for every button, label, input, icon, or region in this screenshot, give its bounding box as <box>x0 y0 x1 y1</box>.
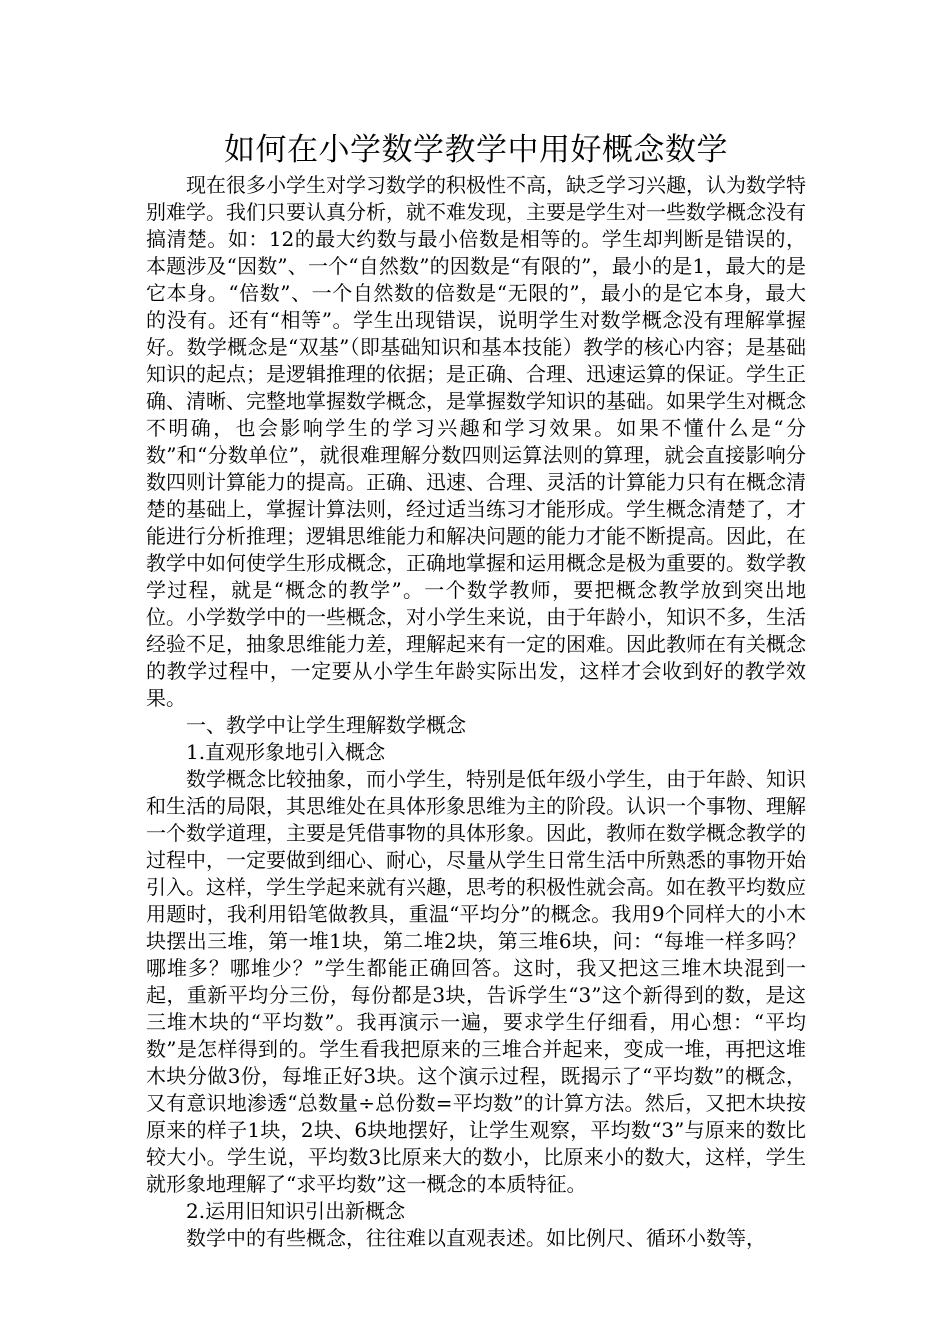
document-title: 如何在小学数学教学中用好概念数学 <box>224 132 728 168</box>
intro-paragraph: 现在很多小学生对学习数学的积极性不高，缺乏学习兴趣，认为数学特别难学。我们只要认真分析，就不难发现，主要是学生对一些数学概念没有搞清楚。如：12的最大约数与最小倍数是相等的。学生却判断是错误的，本题涉及“因数”、一个“自然数”的因数是“有限的”，最小的是1，最大的是它本身。“倍数”、一个自然数的倍数是“无限的”，最小的是它本身，最大的没有。还有“相等”。学生出现错误，说明学生对数学概念没有理解掌握好。数学概念是“双基”（即基础知识和基本技能）教学的核心内容；是基础知识的起点；是逻辑推理的依据；是正确、合理、迅速运算的保证。学生正确、清晰、完整地掌握数学概念，是掌握数学知识的基础。如果学生对概念不明确，也会影响学生的学习兴趣和学习效果。如果不懂什么是“分数”和“分数单位”，就很难理解分数四则运算法则的算理，就会直接影响分数四则计算能力的提高。正确、迅速、合理、灵活的计算能力只有在概念清楚的基础上，掌握计算法则，经过适当练习才能形成。学生概念清楚了，才能进行分析推理；逻辑思维能力和解决问题的能力才能不断提高。因此，在教学中如何使学生形成概念，正确地掌握和运用概念是极为重要的。数学教学过程，就是“概念的教学”。一个数学教师，要把概念教学放到突出地位。小学数学中的一些概念，对小学生来说，由于年龄小，知识不多，生活经验不足，抽象思维能力差，理解起来有一定的困难。因此教师在有关概念的教学过程中，一定要从小学生年龄实际出发，这样才会收到好的教学效果。 <box>146 173 806 710</box>
body-paragraph-2: 数学中的有些概念，往往难以直观表述。如比例尺、循环小数等， <box>186 1226 766 1250</box>
document-body <box>146 128 806 1252</box>
section-heading-1: 一、教学中让学生理解数学概念 <box>186 713 466 737</box>
subsection-heading-2: 2.运用旧知识引出新概念 <box>186 1199 406 1223</box>
body-paragraph-1: 数学概念比较抽象，而小学生，特别是低年级小学生，由于年龄、知识和生活的局限，其思维处在具体形象思维为主的阶段。认识一个事物、理解一个数学道理，主要是凭借事物的具体形象。因此，教师在数学概念教学的过程中，一定要做到细心、耐心，尽量从学生日常生活中所熟悉的事物开始引入。这样，学生学起来就有兴趣，思考的积极性就会高。如在教平均数应用题时，我利用铅笔做教具，重温“平均分”的概念。我用9个同样大的小木块摆出三堆，第一堆1块，第二堆2块，第三堆6块，问：“每堆一样多吗？哪堆多？哪堆少？”学生都能正确回答。这时，我又把这三堆木块混到一起，重新平均分三份，每份都是3块，告诉学生“3”这个新得到的数，是这三堆木块的“平均数”。我再演示一遍，要求学生仔细看，用心想：“平均数”是怎样得到的。学生看我把原来的三堆合并起来，变成一堆，再把这堆木块分做3份，每堆正好3块。这个演示过程，既揭示了“平均数”的概念，又有意识地渗透“总数量÷总份数=平均数”的计算方法。然后，又把木块按原来的样子1块，2块、6块地摆好，让学生观察，平均数“3”与原来的数比较大小。学生说，平均数3比原来大的数小，比原来小的数大，这样，学生就形象地理解了“求平均数”这一概念的本质特征。 <box>146 767 806 1196</box>
subsection-heading-1: 1.直观形象地引入概念 <box>186 740 386 764</box>
